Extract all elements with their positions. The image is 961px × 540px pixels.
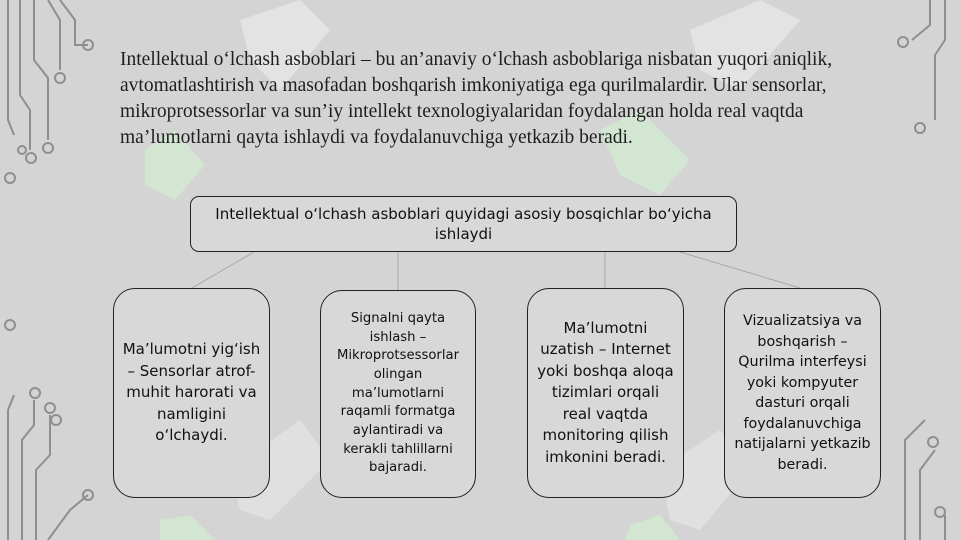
connector-line-4 [680,252,800,288]
stage-node-label: Ma’lumotni uzatish – Internet yoki boshqa aloqa tizimlari orqali real vaqtda monitoring qilish imkonini beradi. [537,318,674,466]
stage-node-process [320,290,476,498]
stage-node-label: Ma’lumotni yig‘ish – Sensorlar atrof-muhit harorati va namligini o‘lchaydi. [122,340,261,445]
stage-node-collect [113,288,270,498]
intro-paragraph: Intellektual o‘lchash asboblari – bu an’anaviy o‘lchash asboblariga nisbatan yuqori aniqlik, avtomatlashtirish va masofadan boshqarish imkoniyatiga ega qurilmalardir. Ular sensorlar, mikroprotsessorlar va sun’iy intellekt texnologiyalaridan foydalangan holda real vaqtda ma’lumotlarni qayta ishlaydi va foydalanuvchiga yetkazib beradi. [120,49,833,148]
stage-node-label: Signalni qayta ishlash – Mikroprotsessorlar olingan ma’lumotlarni raqamli formatga aylantiradi va kerakli tahlillarni bajaradi. [336,310,459,476]
stage-node-label: Vizualizatsiya va boshqarish – Qurilma interfeysi yoki kompyuter dasturi orqali foydalanuvchiga natijalarni yetkazib beradi. [734,313,871,473]
root-node [190,196,737,252]
root-node-label: Intellektual o‘lchash asboblari quyidagi asosiy bosqichlar bo‘yicha ishlaydi [215,205,712,243]
stage-node-visualize [724,288,881,498]
connector-line-1 [192,252,254,288]
stage-node-transmit [527,288,684,498]
